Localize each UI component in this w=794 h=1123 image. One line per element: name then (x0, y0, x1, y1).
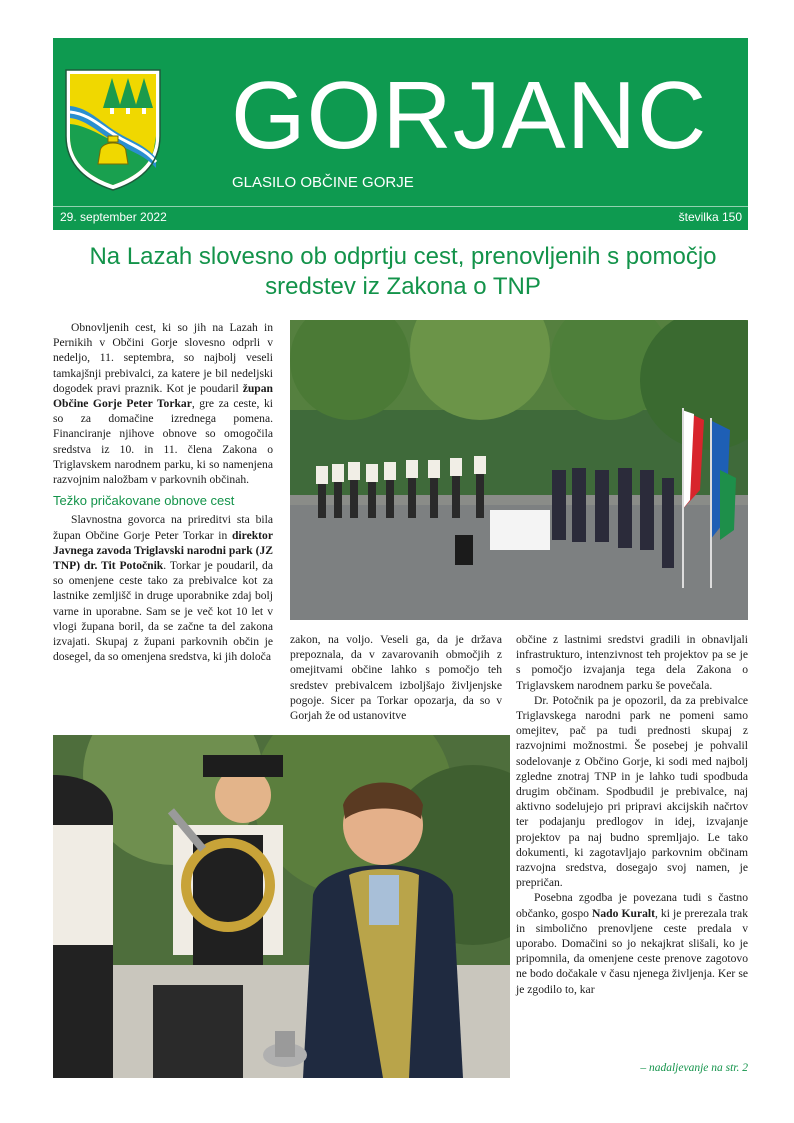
paragraph: Dr. Potočnik pa je opozoril, da za prebivalce Triglavskega narodni park ne pomeni samo omejitev, pač pa tudi prednosti skupaj z razvojnimi možnostmi. Še posebej je pohvalil sodelovanje z Občino Gorje, ki sodi med najbolj zgledne znotraj TNP in je lahko tudi spodbuda drugim občinam. Spodbudil je prebivalce, naj aktivno sodelujejo pri pripravi akcijskih načrtov ter podajanju predlogov in idej, izvajanje projektov pa naj budno spremljajo. Le tako dokumenti, ki zagotavljajo parkovnim občinam razvojna sredstva, dosegajo svoj namen, je prepričan. (516, 693, 748, 890)
coat-of-arms-logo (62, 66, 164, 192)
article-headline: Na Lazah slovesno ob odprtju cest, prenovljenih s pomočjo sredstev iz Zakona o TNP (89, 243, 717, 300)
masthead-divider (53, 206, 748, 207)
paragraph: zakon, na voljo. Veseli ga, da je država prepoznala, da v zavarovanih območjih z omejitvami občine lahko s pomočjo teh sredstev prebivalcem izboljšajo življenjske pogoje. Sicer pa Torkar opozarja, da so v Gorjah že od ustanovitve (290, 633, 502, 723)
article-subheading: Težko pričakovane obnove cest (53, 493, 235, 509)
newsletter-title: GORJANC (231, 62, 708, 169)
blessing-photo (53, 735, 510, 1078)
issue-number: številka 150 (678, 210, 742, 224)
paragraph: Posebna zgodba je povezana tudi s častno občanko, gospo Nado Kuralt, ki je prerezala trak in simbolično prenovljene ceste predala v uporabo. Domačini so jo nekajkrat slišali, ko je pripomnila, da omenjene ceste prenove zagotovo ne bodo dočakale v času njenega življenja. Ker se je zgodilo to, kar (516, 891, 748, 996)
continued-on-page-link[interactable]: – nadaljevanje na str. 2 (640, 1062, 748, 1074)
article-column-3 (516, 632, 748, 997)
issue-date: 29. september 2022 (60, 210, 167, 224)
paragraph: Obnovljenih cest, ki so jih na Lazah in Pernikih v Občini Gorje slovesno odprli v nedeljo, 11. septembra, so najbolj veseli tamkajšnji prebivalci, za katere je bil nedeljski dogodek pravi praznik. Kot je poudaril župan Občine Gorje Peter Torkar, gre za ceste, ki so za domačine izrednega pomena. Financiranje njihove obnove so omogočila sredstva iz 10. in 11. člena Zakona o Triglavskem narodnem parku, ki so namenjena razvojnim naložbam v parkovnih občinah. (53, 321, 273, 487)
article-column-1 (53, 320, 273, 664)
paragraph: občine z lastnimi sredstvi gradili in obnavljali infrastrukturo, intenzivnost teh projektov pa se je s pomočjo izvajanja tega dela Zakona o Triglavskem narodnem parku še povečala. (516, 633, 748, 692)
article-column-2 (290, 632, 502, 723)
newsletter-subtitle: GLASILO OBČINE GORJE (232, 174, 414, 191)
ceremony-photo (290, 320, 748, 620)
masthead (53, 38, 748, 230)
paragraph: Slavnostna govorca na prireditvi sta bila župan Občine Gorje Peter Torkar in direktor Javnega zavoda Triglavski narodni park (JZ TNP) dr. Tit Potočnik. Torkar je poudaril, da so omenjene ceste tako za prebivalce kot za lastnike zemljišč in druge uporabnike zdaj bolj varne in uporabne. Sam se je več kot 10 let v vlogi župana boril, da se začne ta del zakona izvajati. Skupaj z župani parkovnih občin je dosegel, da so omenjena sredstva, ki jih določa (53, 513, 273, 664)
